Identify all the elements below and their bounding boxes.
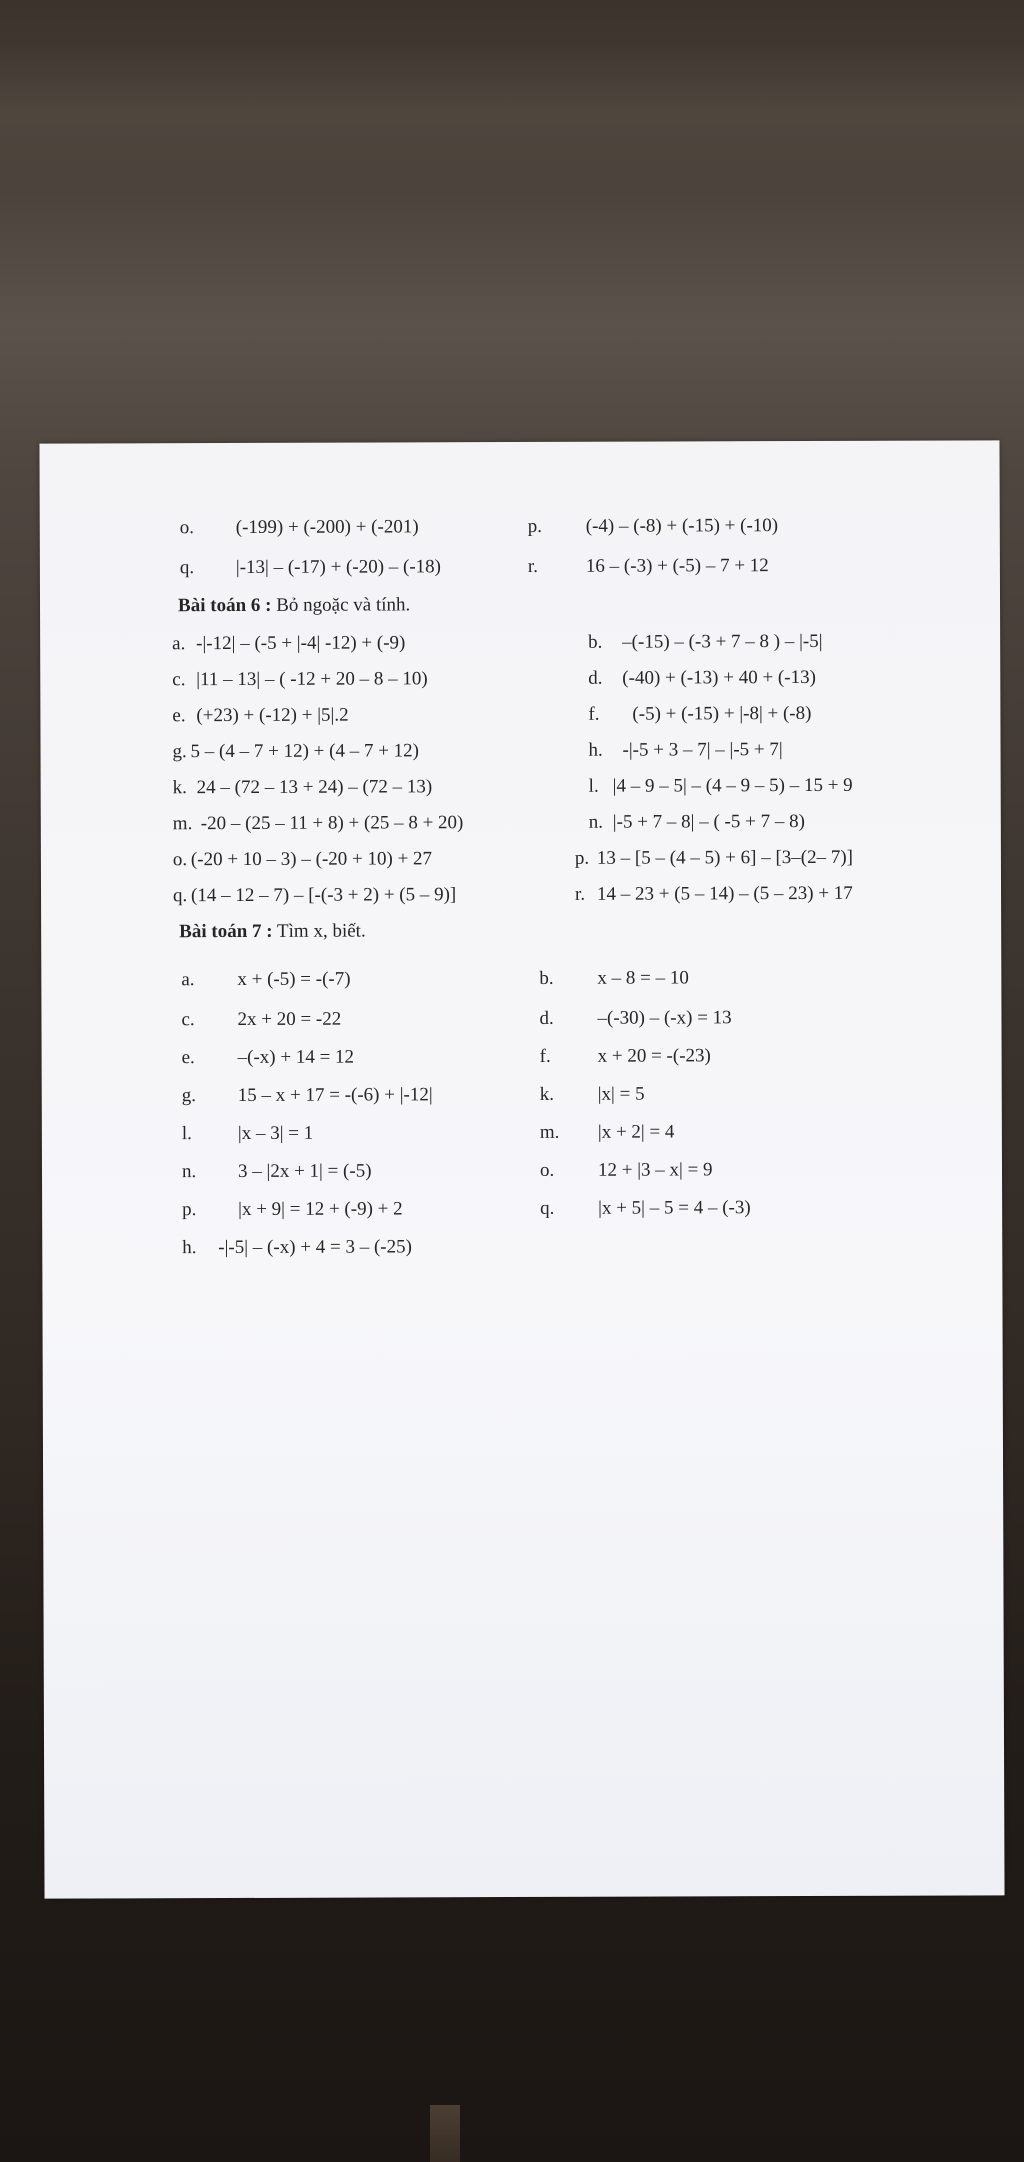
section-heading-bt7 <box>179 921 366 944</box>
item-expression: 15 – x + 17 = -(-6) + |-12| <box>237 1084 433 1106</box>
item-label: r. <box>527 555 538 577</box>
item-expression: (-20 + 10 – 3) – (-20 + 10) + 27 <box>190 848 433 871</box>
item-label: e. <box>172 705 186 727</box>
item-label: o. <box>179 517 195 539</box>
item-expression: –(-30) – (-x) = 13 <box>597 1007 732 1029</box>
item-label: m. <box>539 1121 560 1143</box>
item-label: o. <box>539 1159 555 1181</box>
item-label: n. <box>181 1161 197 1183</box>
item-expression: -|-5| – (-x) + 4 = 3 – (-25) <box>218 1236 412 1259</box>
item-label: d. <box>588 667 603 689</box>
item-expression: 2x + 20 = -22 <box>237 1008 342 1030</box>
exercise-row <box>40 554 1000 591</box>
item-expression: |x + 5| – 5 = 4 – (-3) <box>598 1197 751 1219</box>
section-description: Tìm x, biết. <box>276 920 366 942</box>
item-expression: |4 – 9 – 5| – (4 – 9 – 5) – 15 + 9 <box>612 774 853 797</box>
item-expression: |x + 9| = 12 + (-9) + 2 <box>238 1198 403 1220</box>
item-label: p. <box>182 1199 197 1221</box>
exercise-row <box>40 630 1000 667</box>
table-surface <box>0 40 1024 190</box>
worksheet-content <box>39 440 1004 1898</box>
item-label: r. <box>575 883 586 905</box>
exercise-row <box>41 882 1001 919</box>
item-expression: 5 – (4 – 7 + 12) + (4 – 7 + 12) <box>190 740 420 763</box>
section-description: Bỏ ngoặc và tính. <box>276 594 411 616</box>
item-expression: (-40) + (-13) + 40 + (-13) <box>622 666 816 689</box>
item-expression: |11 – 13| – ( -12 + 20 – 8 – 10) <box>196 668 428 691</box>
item-expression: |-13| – (-17) + (-20) – (-18) <box>235 556 442 578</box>
item-label: q. <box>179 557 195 579</box>
item-expression: 12 + |3 – x| = 9 <box>597 1159 713 1181</box>
item-expression: x + (-5) = -(-7) <box>237 968 351 990</box>
exercise-row <box>42 1158 1002 1195</box>
item-label: k. <box>172 777 187 799</box>
item-label: q. <box>540 1197 555 1219</box>
item-label: g. <box>172 741 187 763</box>
item-expression: -20 – (25 – 11 + 8) + (25 – 8 + 20) <box>200 812 464 835</box>
item-expression: (14 – 12 – 7) – [-(-3 + 2) + (5 – 9)] <box>191 884 457 907</box>
exercise-row <box>41 846 1001 883</box>
item-expression: |-5 + 7 – 8| – ( -5 + 7 – 8) <box>612 811 805 833</box>
item-expression: x + 20 = -(-23) <box>597 1045 711 1067</box>
item-expression: (-199) + (-200) + (-201) <box>235 516 419 538</box>
item-expression: (-4) – (-8) + (-15) + (-10) <box>585 515 779 537</box>
item-expression: 16 – (-3) + (-5) – 7 + 12 <box>585 555 769 577</box>
section-title: Bài toán 6 : <box>177 594 272 617</box>
item-label: q. <box>173 885 188 907</box>
item-label: b. <box>539 967 554 989</box>
item-label: n. <box>588 811 604 833</box>
exercise-row <box>42 1196 1002 1233</box>
item-label: p. <box>527 515 543 537</box>
item-label: m. <box>172 813 193 835</box>
item-expression: –(-x) + 14 = 12 <box>237 1046 355 1068</box>
item-label: f. <box>588 703 600 725</box>
worksheet-paper <box>39 440 1004 1898</box>
item-expression: -|-12| – (-5 + |-4| -12) + (-9) <box>196 632 406 655</box>
exercise-row <box>42 1234 1002 1271</box>
exercise-row <box>41 774 1001 811</box>
section-title: Bài toán 7 : <box>179 920 273 943</box>
exercise-row <box>41 1006 1001 1043</box>
item-expression: 24 – (72 – 13 + 24) – (72 – 13) <box>196 776 433 799</box>
item-expression: –(-15) – (-3 + 7 – 8 ) – |-5| <box>622 630 823 653</box>
exercise-row <box>40 514 1000 551</box>
exercise-row <box>40 702 1000 739</box>
exercise-row <box>42 1044 1002 1081</box>
item-label: c. <box>172 669 186 691</box>
section-heading-bt6 <box>178 594 410 617</box>
item-label: g. <box>181 1085 197 1107</box>
item-label: f. <box>539 1045 551 1067</box>
item-label: o. <box>172 849 188 871</box>
exercise-row <box>41 738 1001 775</box>
exercise-row <box>41 966 1001 1003</box>
item-label: h. <box>588 739 603 761</box>
item-expression: x – 8 = – 10 <box>597 967 689 989</box>
item-label: c. <box>181 1009 195 1031</box>
exercise-row <box>42 1120 1002 1157</box>
floor-mark <box>430 2105 460 2162</box>
item-label: h. <box>182 1237 197 1259</box>
item-expression: -|-5 + 3 – 7| – |-5 + 7| <box>622 739 783 761</box>
item-expression: 3 – |2x + 1| = (-5) <box>237 1160 372 1182</box>
item-label: l. <box>181 1123 192 1145</box>
item-label: e. <box>181 1047 195 1069</box>
item-label: b. <box>588 631 603 653</box>
item-label: p. <box>574 847 590 869</box>
item-expression: |x + 2| = 4 <box>597 1121 675 1143</box>
item-label: a. <box>172 633 186 655</box>
item-expression: 14 – 23 + (5 – 14) – (5 – 23) + 17 <box>597 882 853 905</box>
item-expression: 13 – [5 – (4 – 5) + 6] – [3–(2– 7)] <box>596 846 854 869</box>
exercise-row <box>40 666 1000 703</box>
item-expression: (-5) + (-15) + |-8| + (-8) <box>632 702 812 725</box>
item-label: d. <box>539 1007 554 1029</box>
exercise-row <box>41 810 1001 847</box>
item-label: k. <box>539 1083 555 1105</box>
item-expression: (+23) + (-12) + |5|.2 <box>196 704 349 727</box>
item-label: l. <box>588 775 599 797</box>
exercise-row <box>42 1082 1002 1119</box>
item-expression: |x| = 5 <box>597 1083 645 1105</box>
item-label: a. <box>181 969 195 991</box>
item-expression: |x – 3| = 1 <box>237 1122 314 1144</box>
